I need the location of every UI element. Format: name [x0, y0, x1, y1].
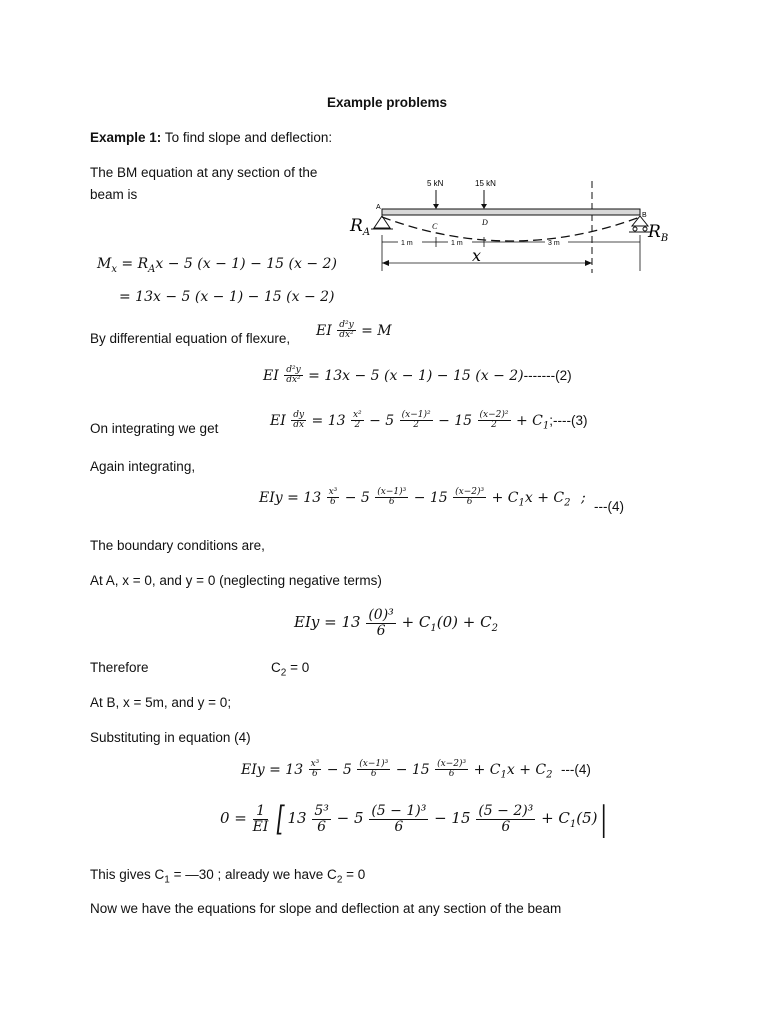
bm-ra-sub: A: [148, 263, 156, 275]
eq4-13: 13: [303, 489, 322, 506]
eq4-f3-num: (x−2)³: [455, 487, 485, 497]
load-label-15kn: 15 kN: [475, 179, 496, 188]
eq3-f2-num: (x−1)²: [401, 410, 431, 420]
gives-sub2: 2: [336, 874, 343, 886]
load-arrowhead-5kn: [433, 204, 439, 209]
load-arrowhead-15kn: [481, 204, 487, 209]
equation-4-repeat: [241, 760, 591, 782]
eq3-num: dy: [293, 410, 305, 420]
eq-zero-fraction-ei: [253, 804, 269, 834]
eq4-f3-den: 6: [466, 497, 473, 508]
reaction-b-label: $R_B$: [648, 222, 669, 244]
example-heading: [90, 130, 332, 146]
eq4-minus15: − 15: [413, 489, 448, 506]
support-b-roller-2: [643, 227, 647, 231]
eq2-num: d²y: [286, 365, 301, 375]
eq4-tag: ---(4): [594, 499, 624, 514]
eq-zero-fraction-3: [476, 804, 535, 834]
eq-a-c2-sub: 2: [491, 623, 498, 635]
eq-zero-f3-num: (5 − 2)³: [478, 802, 534, 819]
eq4b-c2-sub: 2: [546, 769, 553, 781]
eq4b-c1: + C: [473, 761, 501, 778]
boundary-text: The boundary conditions are,: [90, 538, 265, 553]
final-text: Now we have the equations for slope and deflection at any section of the beam: [90, 901, 562, 916]
eq3-minus15: − 15: [438, 412, 473, 429]
eq-zero-f0-den: EI: [252, 818, 269, 835]
x-dim-arrow-left: [382, 260, 389, 266]
eq4-f2-den: 6: [388, 497, 395, 508]
eq3-f1-den: 2: [354, 420, 361, 431]
eq3-f3-num: (x−2)²: [479, 410, 509, 420]
eq-a-fraction: [366, 608, 395, 638]
eq3-f3-den: 2: [491, 420, 497, 431]
eq-zero-f2-num: (5 − 1)³: [371, 802, 427, 819]
eq4b-lhs: EIy = 13: [241, 761, 304, 778]
eq-zero-lhs: 0 =: [220, 809, 247, 827]
flexure-num: d²y: [339, 320, 354, 330]
eq-zero-c1-arg: (5): [576, 809, 598, 827]
eq2-tag: -------(2): [523, 367, 572, 383]
support-b-roller-1: [633, 227, 637, 231]
eq3-f2-den: 2: [413, 420, 420, 431]
eq3-13: = 13: [311, 412, 346, 429]
intro-line-2: beam is: [90, 187, 138, 202]
eq3-fraction-3: [478, 411, 511, 431]
eq3-minus5: − 5: [369, 412, 395, 429]
bm-eq-sign: =: [116, 256, 138, 272]
eq-a-num: (0)³: [368, 607, 394, 623]
gives-text: [90, 867, 365, 887]
eq4b-fraction-1: [309, 760, 322, 780]
equation-3: [270, 411, 588, 433]
eq4b-fraction-2: [357, 760, 390, 780]
eq-a-den: 6: [376, 622, 386, 639]
eq-zero-13: 13: [287, 809, 307, 827]
eq2-ei: EI: [263, 367, 279, 384]
eq-zero-f1-den: 6: [317, 818, 327, 835]
eq-zero-c1-sub: 1: [569, 819, 577, 830]
eq-zero-f0-num: 1: [253, 804, 269, 820]
eq4-c1: + C: [491, 489, 519, 506]
bm-equation-1: [97, 256, 337, 276]
c2-result: [271, 660, 309, 680]
beam: [382, 209, 640, 215]
eq3-tag: ;----(3): [549, 412, 588, 428]
eq3-fraction-1: [351, 411, 364, 431]
eq4b-f1-den: 6: [312, 769, 318, 780]
bm-equation-2: = 13x − 5 (x − 1) − 15 (x − 2): [119, 289, 335, 305]
eq-a-mid: (0) + C: [436, 613, 492, 632]
flexure-den: dx²: [339, 330, 354, 341]
point-a-label: A: [376, 204, 381, 211]
point-b-label: B: [642, 212, 647, 219]
example-description: To find slope and deflection:: [164, 130, 333, 145]
dim2-label: 1 m: [451, 240, 463, 247]
point-c-label: C: [432, 222, 438, 231]
c2-result-sub: 2: [280, 667, 287, 679]
eq4-f1-num: x³: [328, 487, 338, 497]
eq-zero-c1: + C: [541, 809, 570, 827]
intro-line-1: The BM equation at any section of the: [90, 165, 318, 180]
eq-zero-minus5: − 5: [336, 809, 364, 827]
eq3-f1-num: x²: [352, 410, 362, 420]
at-a-text: At A, x = 0, and y = 0 (neglecting negative terms): [90, 573, 382, 588]
eq4b-minus15: − 15: [395, 761, 430, 778]
eq-zero-f2-den: 6: [394, 818, 404, 835]
eq4b-f3-den: 6: [448, 769, 455, 780]
beam-diagram: [340, 165, 675, 280]
eq-zero-minus15: − 15: [434, 809, 471, 827]
eq-zero-fraction-2: [369, 804, 428, 834]
eq-zero-fraction-1: [312, 804, 331, 834]
flexure-rhs: = M: [361, 322, 392, 339]
example-label: Example 1:: [90, 130, 162, 145]
eq4-minus5: − 5: [344, 489, 370, 506]
dim1-label: 1 m: [401, 240, 413, 247]
eq-zero-f1-num: 5³: [314, 802, 329, 819]
gives-pre: This gives C: [90, 867, 165, 882]
eq4b-fraction-3: [435, 760, 468, 780]
page-title: Example problems: [327, 95, 448, 110]
flexure-fraction: [337, 321, 355, 341]
eq4-semicolon: ;: [580, 489, 586, 506]
eq4-c1x: x + C: [524, 489, 565, 506]
eq4-fraction-3: [453, 488, 486, 508]
equation-4: [259, 488, 586, 510]
gives-sub1: 1: [164, 874, 170, 886]
c2-result-c: C: [271, 660, 281, 675]
eq4b-c1-sub: 1: [500, 769, 507, 781]
eq3-fraction-dydx: [291, 411, 306, 431]
eq4-fraction-2: [375, 488, 408, 508]
bm-lhs: M: [97, 256, 112, 272]
integrating-text: On integrating we get: [90, 421, 219, 436]
eq-a-c1: + C: [401, 613, 431, 632]
support-a: [374, 216, 390, 228]
gives-post: = 0: [342, 867, 366, 882]
reaction-a-label: $R_A$: [350, 216, 371, 238]
eq4b-minus5: − 5: [326, 761, 352, 778]
eq3-c1-sub: 1: [542, 420, 550, 432]
right-bracket: |: [599, 799, 607, 839]
eq4-c1-sub: 1: [518, 497, 525, 509]
eq4b-f2-den: 6: [370, 769, 377, 780]
flexure-ei: EI: [316, 322, 332, 339]
eq4-f2-num: (x−1)³: [377, 487, 407, 497]
eq3-c1: + C: [515, 412, 543, 429]
eq4-fraction-1: [327, 488, 340, 508]
eq4b-c1x: x + C: [506, 761, 547, 778]
at-b-text: At B, x = 5m, and y = 0;: [90, 695, 232, 710]
eq4-lhs: EIy =: [259, 489, 299, 506]
eq2-fraction: [284, 366, 302, 386]
eq4b-f1-num: x³: [310, 759, 320, 769]
deflection-curve: [382, 217, 640, 241]
x-dimension-label: x: [472, 246, 482, 265]
left-bracket: [: [276, 799, 285, 839]
eq4b-f2-num: (x−1)³: [359, 759, 389, 769]
equation-zero: [220, 799, 609, 839]
eq-a-lhs: EIy = 13: [294, 613, 361, 632]
bm-ra: R: [137, 256, 149, 272]
equation-at-a: [294, 608, 498, 638]
bm-lhs-sub: x: [111, 263, 117, 275]
eq3-fraction-2: [400, 411, 433, 431]
equation-2: [263, 366, 572, 386]
eq2-den: dx²: [286, 375, 301, 386]
eq3-den: dx: [293, 420, 305, 431]
x-dim-arrow-right: [585, 260, 592, 266]
therefore-text: Therefore: [90, 660, 149, 675]
eq4b-f3-num: (x−2)³: [437, 759, 467, 769]
gives-mid: = —30 ; already we have C: [169, 867, 337, 882]
flexure-text: By differential equation of flexure,: [90, 331, 291, 346]
point-d-label: D: [482, 218, 488, 227]
substituting-text: Substituting in equation (4): [90, 730, 251, 745]
eq4-c2-sub: 2: [564, 497, 571, 509]
eq-a-c1-sub: 1: [430, 623, 437, 635]
eq4b-tag: ---(4): [560, 761, 591, 777]
bm-rest: x − 5 (x − 1) − 15 (x − 2): [155, 256, 337, 272]
load-label-5kn: 5 kN: [427, 179, 444, 188]
eq3-ei: EI: [270, 412, 286, 429]
eq4-f1-den: 6: [330, 497, 336, 508]
eq2-rhs: = 13x − 5 (x − 1) − 15 (x − 2): [308, 367, 524, 384]
eq-zero-f3-den: 6: [501, 818, 511, 835]
again-integrating-text: Again integrating,: [90, 459, 196, 474]
flexure-equation: [316, 321, 392, 341]
dim3-label: 3 m: [548, 240, 560, 247]
c2-result-value: = 0: [286, 660, 310, 675]
